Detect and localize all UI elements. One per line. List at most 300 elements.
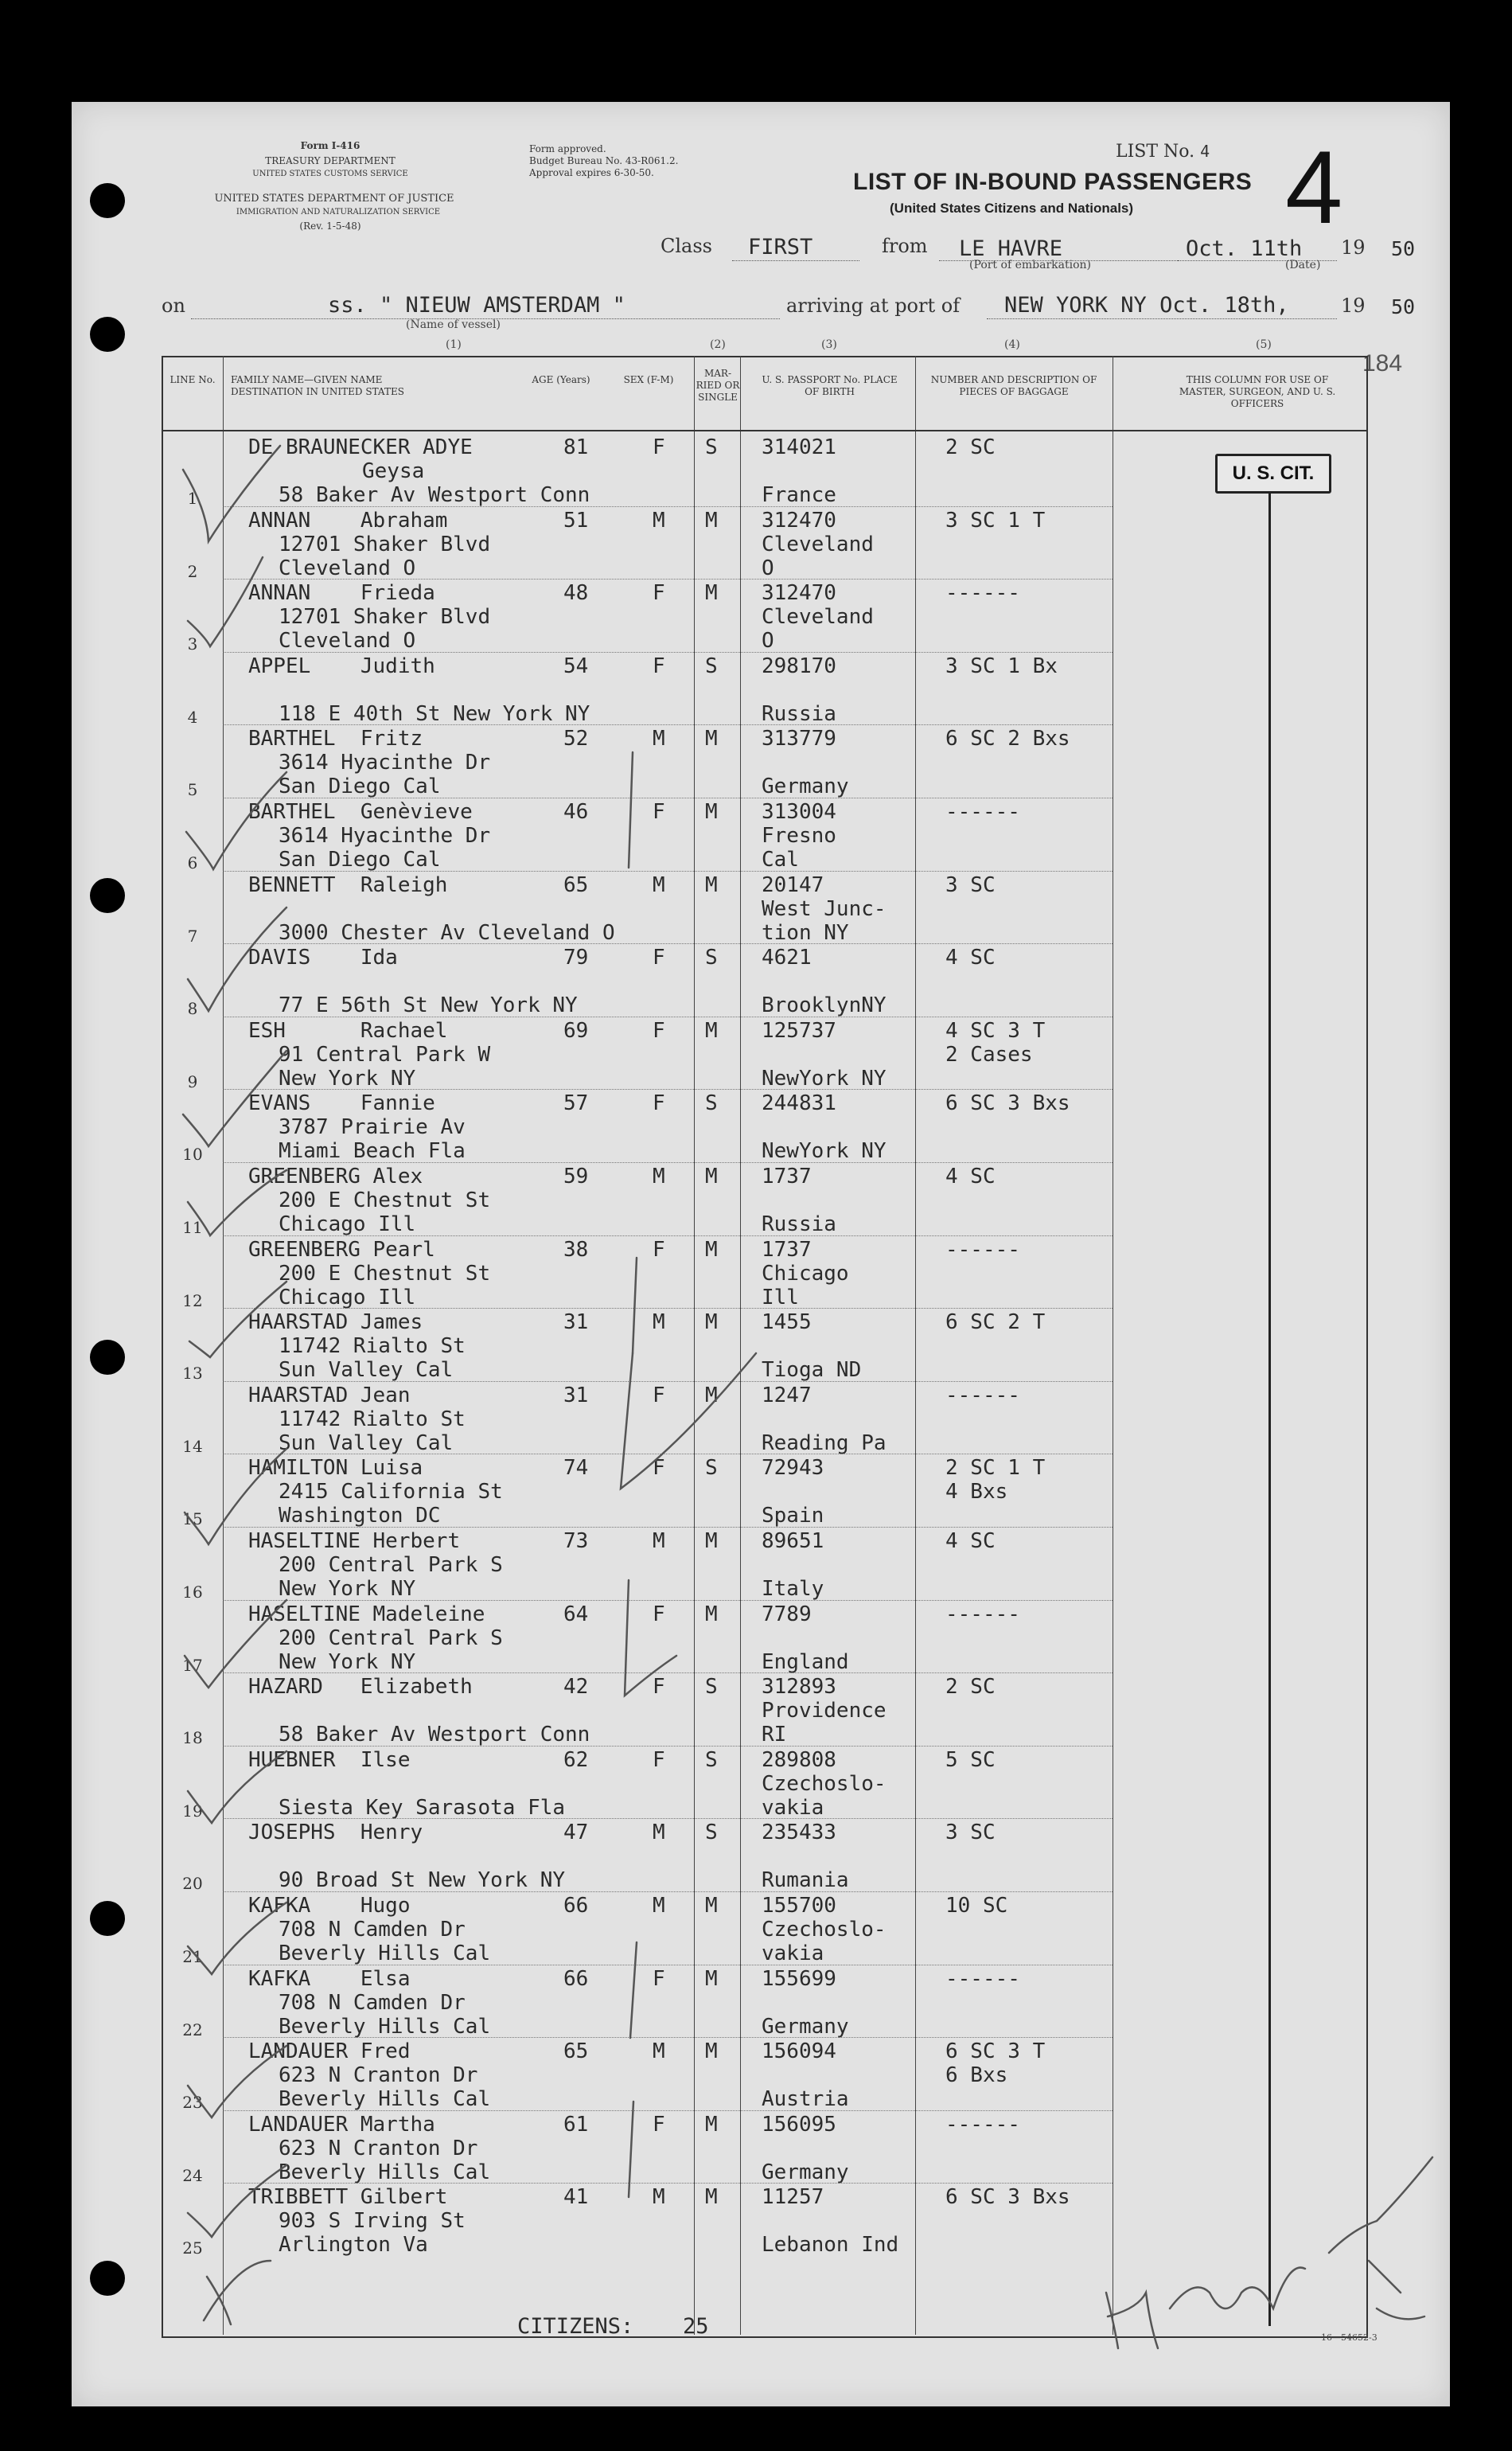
passenger-marital-status: S bbox=[705, 946, 718, 970]
line-number: 9 bbox=[187, 1071, 198, 1091]
birth-place-line1: Chicago bbox=[762, 1261, 849, 1286]
passenger-name: DAVIS Ida bbox=[248, 946, 398, 970]
passenger-address-line2: Washington DC bbox=[279, 1504, 441, 1528]
passenger-age: 79 bbox=[563, 946, 589, 970]
col-header-age: AGE (Years) bbox=[532, 374, 590, 385]
passport-number: 156095 bbox=[762, 2112, 836, 2137]
birth-place-line1: Cleveland bbox=[762, 532, 874, 556]
passenger-sex: F bbox=[653, 946, 665, 970]
tally-mark bbox=[621, 1353, 756, 1489]
passenger-marital-status: S bbox=[705, 1091, 718, 1116]
tally-mark bbox=[633, 1258, 637, 1353]
passenger-sex: F bbox=[653, 800, 665, 824]
col-header-name: FAMILY NAME—GIVEN NAME DESTINATION IN UNITED STATES bbox=[231, 374, 404, 397]
passenger-address-line2: 58 Baker Av Westport Conn bbox=[279, 483, 590, 507]
baggage-description: 10 SC bbox=[945, 1894, 1008, 1918]
passenger-marital-status: M bbox=[705, 872, 718, 897]
passenger-sex: F bbox=[653, 1747, 665, 1772]
form-approved: Form approved. bbox=[529, 143, 606, 154]
checkmark bbox=[185, 1600, 286, 1688]
passenger-marital-status: M bbox=[705, 1602, 718, 1626]
tally-mark bbox=[629, 2102, 633, 2197]
baggage-description: 6 SC 2 T bbox=[945, 1310, 1046, 1335]
birth-place-line1: Czechoslo- bbox=[762, 1771, 887, 1796]
passport-number: 314021 bbox=[762, 435, 836, 459]
birth-place-line2: Germany bbox=[762, 2160, 849, 2184]
passenger-name: APPEL Judith bbox=[248, 654, 435, 678]
birth-place-line2: vakia bbox=[762, 1942, 824, 1965]
passenger-address-line1: 200 E Chestnut St bbox=[279, 1188, 491, 1212]
passenger-age: 47 bbox=[563, 1821, 589, 1845]
passenger-address-line1: 3614 Hyacinthe Dr bbox=[279, 824, 491, 848]
checkmark bbox=[204, 2261, 271, 2324]
birth-place-line2: Austria bbox=[762, 2087, 849, 2112]
passenger-marital-status: M bbox=[705, 1018, 718, 1043]
col-header-line: LINE No. bbox=[170, 374, 216, 385]
birth-place-line2: Russia bbox=[762, 701, 836, 726]
passenger-age: 81 bbox=[563, 435, 589, 459]
date-caption: (Date) bbox=[1285, 259, 1321, 271]
baggage-description: 6 SC 3 Bxs bbox=[945, 2185, 1070, 2210]
passenger-sex: F bbox=[653, 1966, 665, 1991]
birth-place-line2: NewYork NY bbox=[762, 1066, 887, 1091]
checkmark bbox=[183, 1051, 286, 1146]
passenger-address-line2: 90 Broad St New York NY bbox=[279, 1868, 566, 1893]
passenger-sex: F bbox=[653, 654, 665, 678]
baggage-description: 4 SC bbox=[945, 946, 996, 970]
birth-place-line1: Providence bbox=[762, 1699, 887, 1723]
passenger-name: EVANS Fannie bbox=[248, 1091, 435, 1116]
passenger-name: ESH Rachael bbox=[248, 1018, 448, 1043]
port-caption: (Port of embarkation) bbox=[969, 259, 1091, 271]
baggage-description-2: 6 Bxs bbox=[945, 2063, 1008, 2088]
passport-number: 313004 bbox=[762, 800, 836, 824]
passenger-sex: F bbox=[653, 1602, 665, 1626]
passenger-name: GREENBERG Pearl bbox=[248, 1237, 435, 1262]
checkmark bbox=[185, 1449, 286, 1544]
line-number: 22 bbox=[182, 2020, 203, 2039]
on-label: on bbox=[162, 295, 185, 317]
baggage-description: ------ bbox=[945, 581, 1020, 606]
birth-place-line2: Lebanon Ind bbox=[762, 2233, 899, 2258]
arriving-label: arriving at port of bbox=[786, 295, 961, 317]
baggage-description: ------ bbox=[945, 1383, 1020, 1407]
birth-place-line2: Ill bbox=[762, 1285, 799, 1309]
passenger-address-line1: 91 Central Park W bbox=[279, 1042, 491, 1067]
passenger-address-line1: 200 Central Park S bbox=[279, 1626, 503, 1650]
tally-mark bbox=[629, 752, 633, 868]
line-number: 4 bbox=[187, 707, 198, 727]
checkmark bbox=[186, 772, 286, 869]
birth-place-line2: Spain bbox=[762, 1504, 824, 1528]
line-number: 16 bbox=[182, 1583, 203, 1602]
passenger-age: 52 bbox=[563, 727, 589, 751]
line-number: 11 bbox=[182, 1218, 203, 1237]
passenger-name: TRIBBETT Gilbert bbox=[248, 2185, 448, 2210]
passenger-name: ANNAN Abraham bbox=[248, 508, 448, 533]
birth-place-line2: O bbox=[762, 556, 774, 580]
passenger-age: 69 bbox=[563, 1018, 589, 1043]
passenger-address-line2: Beverly Hills Cal bbox=[279, 2087, 491, 2112]
passenger-address-line1: 623 N Cranton Dr bbox=[279, 2136, 478, 2160]
line-number: 7 bbox=[187, 926, 198, 946]
passenger-name: BARTHEL Genèvieve bbox=[248, 800, 473, 824]
checkmark bbox=[183, 446, 280, 541]
passport-number: 312470 bbox=[762, 581, 836, 606]
passenger-address-line1: 200 E Chestnut St bbox=[279, 1261, 491, 1286]
passport-number: 1737 bbox=[762, 1237, 812, 1262]
passenger-address-line1: 11742 Rialto St bbox=[279, 1407, 466, 1431]
signature bbox=[1106, 2268, 1305, 2348]
passport-number: 11257 bbox=[762, 2185, 824, 2210]
passenger-age: 54 bbox=[563, 654, 589, 678]
passenger-marital-status: S bbox=[705, 1456, 718, 1481]
class-label: Class bbox=[661, 235, 712, 257]
from-value: LE HAVRE bbox=[959, 236, 1063, 261]
passenger-marital-status: M bbox=[705, 2185, 718, 2210]
birth-place-line2: O bbox=[762, 629, 774, 654]
passenger-address-line1: 11742 Rialto St bbox=[279, 1334, 466, 1359]
passenger-marital-status: M bbox=[705, 800, 718, 824]
year-prefix-2: 19 bbox=[1341, 295, 1366, 317]
passenger-address-line1: 3614 Hyacinthe Dr bbox=[279, 751, 491, 775]
passenger-marital-status: S bbox=[705, 435, 718, 459]
passenger-sex: F bbox=[653, 581, 665, 606]
customs-service: UNITED STATES CUSTOMS SERVICE bbox=[252, 170, 408, 178]
birth-place-line2: Germany bbox=[762, 775, 849, 799]
birth-place-line2: Cal bbox=[762, 848, 799, 872]
passenger-marital-status: M bbox=[705, 1310, 718, 1335]
checkmark bbox=[188, 557, 263, 646]
passenger-address-line1: 2415 California St bbox=[279, 1480, 503, 1505]
line-number: 19 bbox=[182, 1801, 203, 1821]
passenger-sex: M bbox=[653, 1165, 665, 1188]
checkmark bbox=[188, 2046, 286, 2117]
passenger-name: HAARSTAD Jean bbox=[248, 1383, 411, 1407]
passenger-marital-status: S bbox=[705, 1821, 718, 1845]
passenger-sex: M bbox=[653, 872, 665, 897]
passenger-address-line2: Beverly Hills Cal bbox=[279, 2160, 491, 2184]
baggage-description: 2 SC bbox=[945, 435, 996, 459]
passenger-sex: F bbox=[653, 435, 665, 459]
passenger-address-line1: 708 N Camden Dr bbox=[279, 1918, 466, 1942]
checkmark bbox=[188, 1170, 286, 1235]
passenger-name: HASELTINE Madeleine bbox=[248, 1602, 485, 1626]
revision: (Rev. 1-5-48) bbox=[299, 221, 361, 232]
birth-place-line2: Reading Pa bbox=[762, 1430, 887, 1455]
line-number: 10 bbox=[182, 1145, 203, 1165]
col-number-5: (5) bbox=[1256, 338, 1272, 351]
passenger-address-line1: 903 S Irving St bbox=[279, 2209, 466, 2234]
passenger-age: 74 bbox=[563, 1456, 589, 1481]
form-code: 16—54652-3 bbox=[1321, 2332, 1378, 2343]
birth-place-line2: Tioga ND bbox=[762, 1358, 862, 1383]
birth-place-line1: Fresno bbox=[762, 824, 836, 848]
line-number: 6 bbox=[187, 853, 198, 872]
passenger-sex: F bbox=[653, 1456, 665, 1481]
passenger-marital-status: M bbox=[705, 1165, 718, 1188]
passenger-marital-status: M bbox=[705, 2112, 718, 2137]
passenger-marital-status: M bbox=[705, 2039, 718, 2064]
passenger-name: ANNAN Frieda bbox=[248, 581, 435, 606]
passenger-address-line1: 3787 Prairie Av bbox=[279, 1115, 466, 1140]
passenger-address-line2: Chicago Ill bbox=[279, 1212, 416, 1236]
passenger-marital-status: M bbox=[705, 1383, 718, 1407]
checkmark bbox=[188, 1751, 286, 1823]
passenger-name: KAFKA Hugo bbox=[248, 1894, 411, 1918]
line-number: 2 bbox=[187, 561, 198, 581]
passenger-name: LANDAUER Martha bbox=[248, 2112, 435, 2137]
col-number-1: (1) bbox=[446, 338, 462, 351]
form-title: LIST OF IN-BOUND PASSENGERS bbox=[853, 169, 1253, 195]
passenger-sex: M bbox=[653, 1310, 665, 1335]
passenger-address-line2: Sun Valley Cal bbox=[279, 1430, 454, 1455]
col-header-sex: SEX (F-M) bbox=[623, 374, 674, 385]
passport-number: 1455 bbox=[762, 1310, 812, 1335]
year-value-2: 50 bbox=[1391, 295, 1416, 318]
baggage-description-2: 4 Bxs bbox=[945, 1480, 1008, 1505]
baggage-description: 5 SC bbox=[945, 1747, 996, 1772]
passenger-age: 66 bbox=[563, 1966, 589, 1991]
passenger-name: JOSEPHS Henry bbox=[248, 1821, 423, 1845]
citizens-count: 25 bbox=[683, 2314, 709, 2339]
passenger-marital-status: M bbox=[705, 1894, 718, 1918]
birth-place-line2: England bbox=[762, 1649, 849, 1674]
line-number: 23 bbox=[182, 2093, 203, 2113]
passenger-sex: M bbox=[653, 727, 665, 751]
passenger-name: GREENBERG Alex bbox=[248, 1165, 423, 1188]
passenger-address-line2: Arlington Va bbox=[279, 2233, 428, 2258]
passenger-address-line2: New York NY bbox=[279, 1066, 416, 1091]
passenger-marital-status: M bbox=[705, 508, 718, 533]
passenger-name: DE BRAUNECKER ADYE bbox=[248, 435, 473, 459]
passenger-name: HAMILTON Luisa bbox=[248, 1456, 423, 1481]
birth-place-line2: RI bbox=[762, 1723, 787, 1747]
col-header-baggage: NUMBER AND DESCRIPTION OF PIECES OF BAGGAGE bbox=[930, 374, 1097, 397]
baggage-description: ------ bbox=[945, 1237, 1020, 1262]
passenger-name: BENNETT Raleigh bbox=[248, 872, 448, 897]
passenger-sex: F bbox=[653, 1018, 665, 1043]
passport-number: 312893 bbox=[762, 1675, 836, 1700]
passenger-age: 38 bbox=[563, 1237, 589, 1262]
passenger-address-line2: 58 Baker Av Westport Conn bbox=[279, 1723, 590, 1747]
line-number: 25 bbox=[182, 2238, 203, 2258]
line-number: 20 bbox=[182, 1874, 203, 1894]
birth-place-line2: NewYork NY bbox=[762, 1139, 887, 1164]
passenger-address-line2: Miami Beach Fla bbox=[279, 1139, 466, 1164]
passport-number: 156094 bbox=[762, 2039, 836, 2064]
passenger-age: 57 bbox=[563, 1091, 589, 1116]
birth-place-line2: Rumania bbox=[762, 1868, 849, 1893]
class-value: FIRST bbox=[748, 235, 813, 260]
birth-place-line2: tion NY bbox=[762, 920, 849, 945]
passenger-marital-status: M bbox=[705, 1237, 718, 1262]
passport-number: 298170 bbox=[762, 654, 836, 678]
baggage-description: 6 SC 3 T bbox=[945, 2039, 1046, 2064]
passenger-name: KAFKA Elsa bbox=[248, 1966, 411, 1991]
passenger-age: 59 bbox=[563, 1165, 589, 1188]
passenger-address-line2: Cleveland O bbox=[279, 629, 416, 654]
passenger-address-line2: New York NY bbox=[279, 1649, 416, 1674]
baggage-description: ------ bbox=[945, 800, 1020, 824]
passenger-sex: F bbox=[653, 1675, 665, 1700]
birth-place-line1: West Junc- bbox=[762, 896, 887, 921]
checkmark bbox=[188, 907, 286, 1011]
birth-place-line2: Italy bbox=[762, 1577, 824, 1601]
passenger-address-line2: Sun Valley Cal bbox=[279, 1358, 454, 1383]
passenger-address-line2: Cleveland O bbox=[279, 556, 416, 580]
line-number: 21 bbox=[182, 1947, 203, 1966]
passenger-marital-status: M bbox=[705, 1529, 718, 1553]
passport-number: 289808 bbox=[762, 1747, 836, 1772]
passenger-age: 42 bbox=[563, 1675, 589, 1700]
passport-number: 125737 bbox=[762, 1018, 836, 1043]
vessel-name: ss. " NIEUW AMSTERDAM " bbox=[328, 293, 625, 318]
approval-expires: Approval expires 6-30-50. bbox=[529, 167, 654, 178]
tally-mark bbox=[630, 1942, 637, 2038]
baggage-description: 4 SC bbox=[945, 1165, 996, 1188]
birth-place-line1: Cleveland bbox=[762, 605, 874, 630]
line-number: 24 bbox=[182, 2165, 203, 2185]
passenger-age: 65 bbox=[563, 872, 589, 897]
line-number: 13 bbox=[182, 1364, 203, 1384]
passport-number: 7789 bbox=[762, 1602, 812, 1626]
passenger-address-line2: Chicago Ill bbox=[279, 1285, 416, 1309]
passport-number: 235433 bbox=[762, 1821, 836, 1845]
col-header-passport: U. S. PASSPORT No. PLACE OF BIRTH bbox=[762, 374, 898, 397]
passenger-address-line1: 708 N Camden Dr bbox=[279, 1990, 466, 2015]
passenger-name: HAARSTAD James bbox=[248, 1310, 423, 1335]
baggage-description: 3 SC 1 T bbox=[945, 508, 1046, 533]
page-number: 184 bbox=[1362, 350, 1403, 377]
col-header-married: MAR- RIED OR SINGLE bbox=[696, 368, 740, 403]
form-id: Form I-416 bbox=[300, 140, 360, 151]
birth-place-line2: vakia bbox=[762, 1795, 824, 1820]
arrival-port-date: NEW YORK NY Oct. 18th, bbox=[1004, 293, 1289, 318]
col-number-2: (2) bbox=[710, 338, 726, 351]
passenger-age: 51 bbox=[563, 508, 589, 533]
passenger-marital-status: M bbox=[705, 727, 718, 751]
tally-mark bbox=[625, 1580, 676, 1696]
passenger-sex: M bbox=[653, 1529, 665, 1553]
year-prefix: 19 bbox=[1341, 236, 1366, 259]
passenger-address-line1: 623 N Cranton Dr bbox=[279, 2063, 478, 2088]
passenger-address-line2: 118 E 40th St New York NY bbox=[279, 701, 590, 726]
departure-date: Oct. 11th bbox=[1186, 236, 1303, 261]
passenger-age: 73 bbox=[563, 1529, 589, 1553]
line-number: 1 bbox=[187, 489, 198, 508]
passenger-age: 31 bbox=[563, 1383, 589, 1407]
checkmark bbox=[189, 1282, 286, 1357]
col-number-3: (3) bbox=[821, 338, 837, 351]
passport-number: 244831 bbox=[762, 1091, 836, 1116]
year-value: 50 bbox=[1391, 237, 1416, 260]
passenger-sex: M bbox=[653, 1821, 665, 1845]
passenger-given-name: Geysa bbox=[362, 459, 425, 483]
baggage-description: 3 SC 1 Bx bbox=[945, 654, 1058, 678]
passport-number: 4621 bbox=[762, 946, 812, 970]
baggage-description: ------ bbox=[945, 1966, 1020, 1991]
passenger-address-line1: 12701 Shaker Blvd bbox=[279, 605, 491, 630]
passport-number: 1737 bbox=[762, 1165, 812, 1188]
passport-number: 20147 bbox=[762, 872, 824, 897]
baggage-description: 4 SC 3 T bbox=[945, 1018, 1046, 1043]
line-number: 3 bbox=[187, 634, 198, 654]
passenger-marital-status: S bbox=[705, 1675, 718, 1700]
passenger-address-line2: Siesta Key Sarasota Fla bbox=[279, 1795, 566, 1820]
passenger-name: HASELTINE Herbert bbox=[248, 1529, 461, 1553]
line-number: 5 bbox=[187, 780, 198, 800]
passenger-address-line2: New York NY bbox=[279, 1577, 416, 1601]
passenger-address-line2: Beverly Hills Cal bbox=[279, 2014, 491, 2039]
passenger-address-line2: 3000 Chester Av Cleveland O bbox=[279, 920, 615, 945]
justice-dept: UNITED STATES DEPARTMENT OF JUSTICE bbox=[214, 193, 454, 205]
baggage-description: ------ bbox=[945, 2112, 1020, 2137]
checkmark bbox=[188, 1903, 286, 1974]
list-no-label: LIST No. 4 bbox=[1116, 142, 1210, 162]
from-label: from bbox=[882, 235, 928, 257]
passenger-marital-status: S bbox=[705, 654, 718, 678]
big-list-number: 4 bbox=[1285, 129, 1343, 245]
birth-place-line1: Czechoslo- bbox=[762, 1918, 887, 1942]
passenger-address-line2: San Diego Cal bbox=[279, 775, 441, 799]
passenger-age: 66 bbox=[563, 1894, 589, 1918]
passport-number: 155700 bbox=[762, 1894, 836, 1918]
baggage-description: 4 SC bbox=[945, 1529, 996, 1553]
passport-number: 89651 bbox=[762, 1529, 824, 1553]
baggage-description: 3 SC bbox=[945, 872, 996, 897]
passport-number: 312470 bbox=[762, 508, 836, 533]
passenger-sex: F bbox=[653, 1383, 665, 1407]
passenger-age: 31 bbox=[563, 1310, 589, 1335]
line-number: 15 bbox=[182, 1509, 203, 1529]
passenger-address-line2: San Diego Cal bbox=[279, 848, 441, 872]
checkmark bbox=[188, 2165, 286, 2237]
col-number-4: (4) bbox=[1004, 338, 1020, 351]
baggage-description: 3 SC bbox=[945, 1821, 996, 1845]
line-number: 18 bbox=[182, 1728, 203, 1748]
budget-bureau: Budget Bureau No. 43-R061.2. bbox=[529, 155, 679, 166]
line-number: 17 bbox=[182, 1655, 203, 1675]
baggage-description-2: 2 Cases bbox=[945, 1042, 1033, 1067]
passenger-name: HAZARD Elizabeth bbox=[248, 1675, 473, 1700]
passenger-age: 62 bbox=[563, 1747, 589, 1772]
passenger-address-line1: 12701 Shaker Blvd bbox=[279, 532, 491, 556]
vessel-caption: (Name of vessel) bbox=[406, 318, 501, 331]
passenger-sex: F bbox=[653, 2112, 665, 2137]
us-citizen-stamp: U. S. CIT. bbox=[1215, 454, 1331, 494]
passenger-age: 46 bbox=[563, 800, 589, 824]
baggage-description: 2 SC 1 T bbox=[945, 1456, 1046, 1481]
passenger-name: HUEBNER Ilse bbox=[248, 1747, 411, 1772]
passenger-sex: M bbox=[653, 508, 665, 533]
passenger-age: 41 bbox=[563, 2185, 589, 2210]
col-header-officers: THIS COLUMN FOR USE OF MASTER, SURGEON, AND U. S. OFFICERS bbox=[1179, 374, 1336, 409]
line-number: 8 bbox=[187, 999, 198, 1019]
passport-number: 1247 bbox=[762, 1383, 812, 1407]
baggage-description: 2 SC bbox=[945, 1675, 996, 1700]
passenger-age: 64 bbox=[563, 1602, 589, 1626]
passenger-marital-status: M bbox=[705, 581, 718, 606]
passport-number: 72943 bbox=[762, 1456, 824, 1481]
passenger-address-line2: 77 E 56th St New York NY bbox=[279, 993, 578, 1018]
passenger-name: LANDAUER Fred bbox=[248, 2039, 411, 2064]
baggage-description: ------ bbox=[945, 1602, 1020, 1626]
passenger-name: BARTHEL Fritz bbox=[248, 727, 423, 751]
list-no-value: 4 bbox=[1200, 142, 1210, 161]
passenger-sex: M bbox=[653, 2039, 665, 2064]
line-number: 12 bbox=[182, 1290, 203, 1310]
